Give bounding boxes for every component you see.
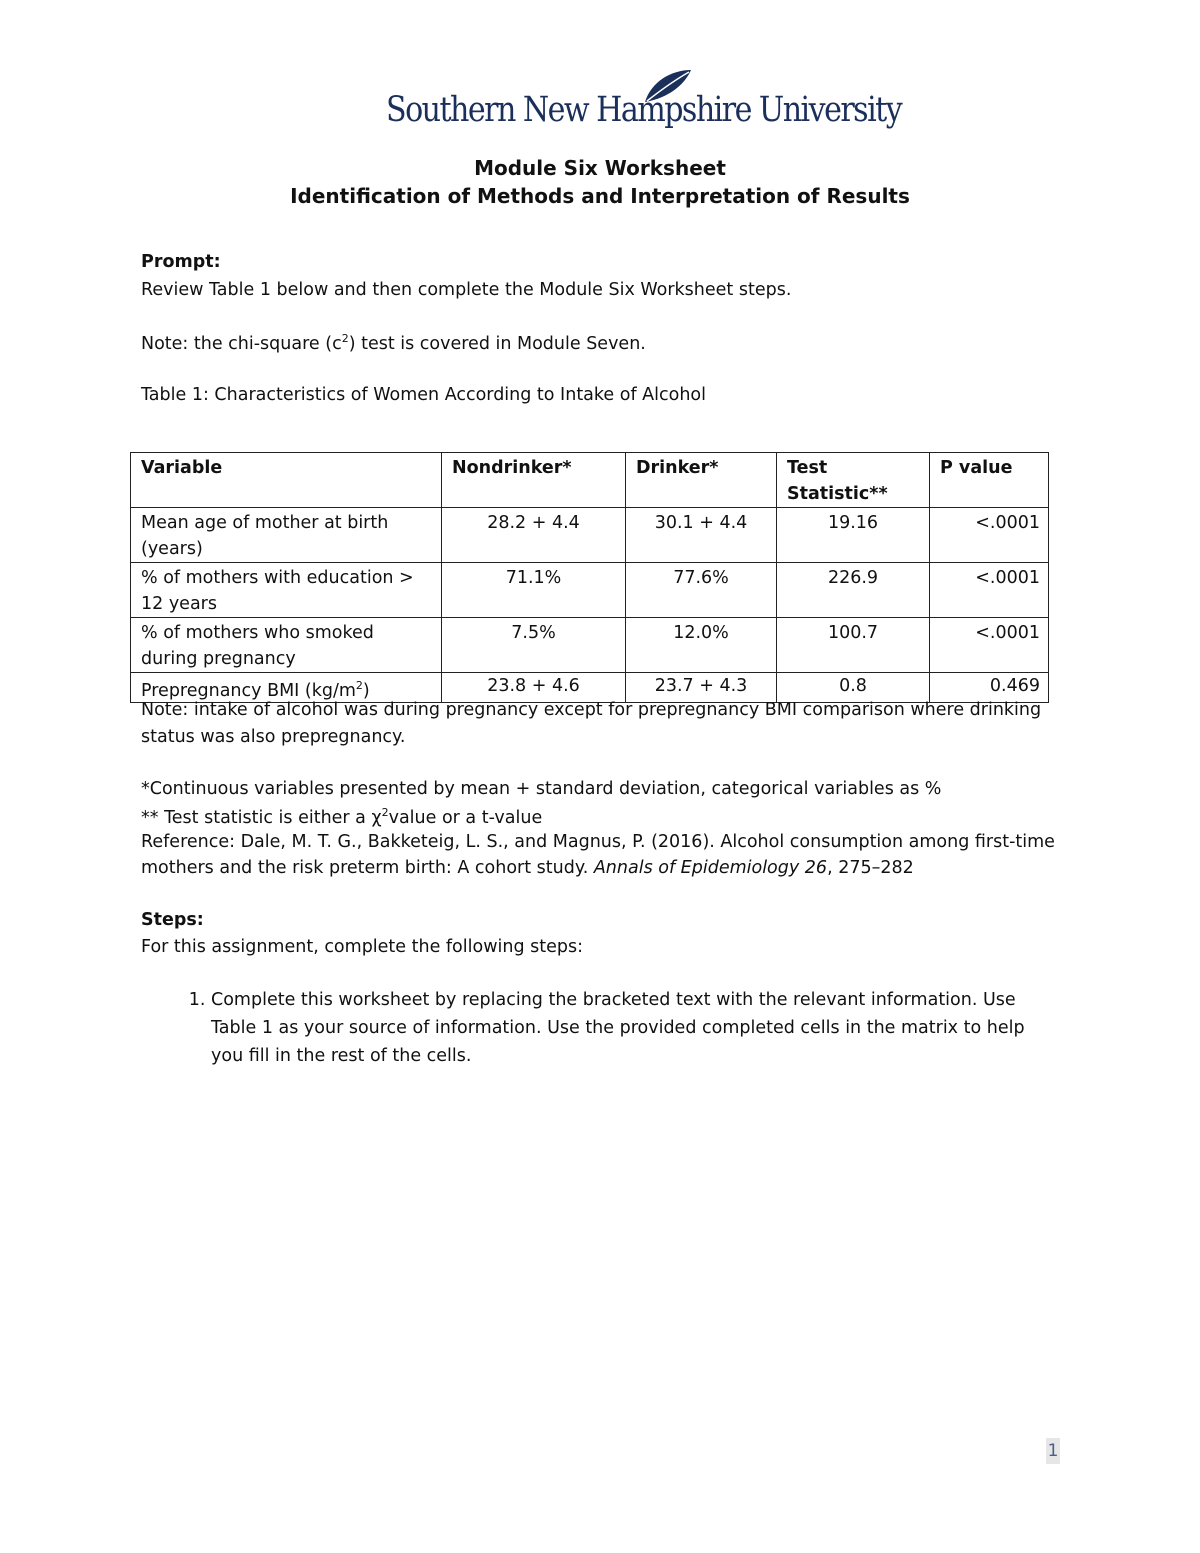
table-row [131, 508, 1049, 563]
test-statistic-note: ** Test statistic is either a $\chi^2value$ or a t-value [141, 806, 543, 828]
table-row [131, 563, 1049, 618]
reference-line1: Reference: Dale, M. T. G., Bakketeig, L. S., and Magnus, P. (2016). Alcohol consumption among first-time [141, 832, 1055, 852]
cell-nondrinker: 28.2 + 4.4 [442, 508, 626, 563]
cell-variable: Mean age of mother at birth (years) [131, 508, 442, 563]
cell-variable: Prepregnancy BMI $(kg/m^2)$ [131, 673, 442, 703]
characteristics-table [130, 452, 1049, 703]
page-number: 1 [1046, 1438, 1060, 1464]
header-p-value: P value [930, 453, 1049, 508]
cell-p-value: <.0001 [930, 563, 1049, 618]
page-title: Module Six Worksheet [474, 156, 726, 180]
cell-drinker: 12.0% [626, 618, 777, 673]
table-row [131, 673, 1049, 703]
cell-drinker: 30.1 + 4.4 [626, 508, 777, 563]
header-drinker: Drinker* [626, 453, 777, 508]
header-test-statistic: Test Statistic** [777, 453, 930, 508]
steps-heading: Steps: [141, 910, 204, 930]
intake-note-line2: status was also prepregnancy. [141, 727, 406, 747]
cell-nondrinker: 23.8 + 4.6 [442, 673, 626, 703]
chi-square-note: Note: the chi-square $(c^2)$ test is covered in Module Seven. [141, 332, 646, 354]
cell-p-value: <.0001 [930, 618, 1049, 673]
cell-variable: % of mothers with education > 12 years [131, 563, 442, 618]
header-variable: Variable [131, 453, 442, 508]
cell-variable: % of mothers who smoked during pregnancy [131, 618, 442, 673]
cell-drinker: 77.6% [626, 563, 777, 618]
prompt-heading: Prompt: [141, 252, 221, 272]
steps-list [141, 986, 1041, 1070]
cell-test-statistic: 19.16 [777, 508, 930, 563]
intake-note-line1: Note: intake of alcohol was during pregnancy except for prepregnancy BMI comparison where drinking [141, 700, 1042, 720]
steps-intro: For this assignment, complete the following steps: [141, 937, 584, 957]
cell-test-statistic: 226.9 [777, 563, 930, 618]
table-row [131, 618, 1049, 673]
cell-p-value: <.0001 [930, 508, 1049, 563]
cell-nondrinker: 71.1% [442, 563, 626, 618]
list-item: 1. Complete this worksheet by replacing the bracketed text with the relevant information. Use Table 1 as your source of information. Use the provided completed cells in the matrix to help you fill in the rest of the cells. [211, 986, 1041, 1070]
header-nondrinker: Nondrinker* [442, 453, 626, 508]
cell-test-statistic: 0.8 [777, 673, 930, 703]
cell-test-statistic: 100.7 [777, 618, 930, 673]
reference-line2: mothers and the risk preterm birth: A cohort study. Annals of Epidemiology 26, 275–282 [141, 858, 914, 878]
table-caption: Table 1: Characteristics of Women According to Intake of Alcohol [141, 385, 706, 405]
cell-drinker: 23.7 + 4.3 [626, 673, 777, 703]
continuous-note: *Continuous variables presented by mean + standard deviation, categorical variables as % [141, 779, 942, 799]
cell-p-value: 0.469 [930, 673, 1049, 703]
page-subtitle: Identification of Methods and Interpretation of Results [290, 184, 910, 208]
cell-nondrinker: 7.5% [442, 618, 626, 673]
table-header-row [131, 453, 1049, 508]
logo-text: Southern New Hampshire University [386, 90, 902, 130]
university-logo [386, 66, 902, 140]
prompt-text: Review Table 1 below and then complete the Module Six Worksheet steps. [141, 280, 792, 300]
